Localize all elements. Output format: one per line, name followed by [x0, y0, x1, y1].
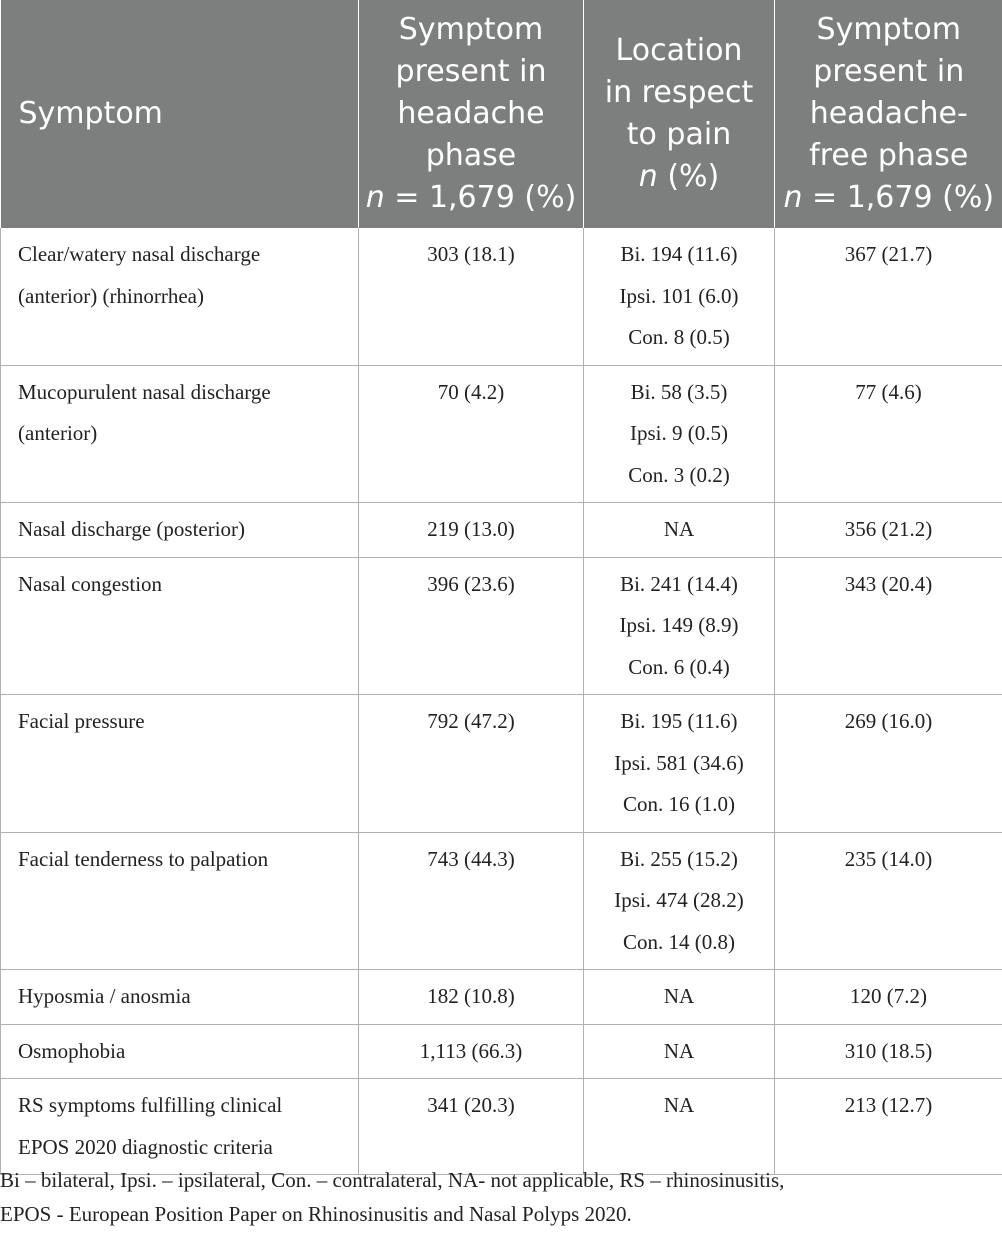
symptom-line: Nasal congestion [18, 571, 163, 596]
header-line: Symptom [816, 12, 961, 47]
table-body [1, 228, 1002, 1175]
header-line: present in [395, 54, 547, 89]
cell-headache-free-phase [775, 557, 1002, 695]
footnote-line: EPOS - European Position Paper on Rhinosinusitis and Nasal Polyps 2020. [0, 1202, 632, 1226]
location-line: Con. 6 (0.4) [628, 654, 730, 679]
table-row [1, 1024, 1002, 1079]
headache-value: 219 (13.0) [427, 517, 515, 541]
location-line: Bi. 241 (14.4) [620, 571, 738, 596]
cell-headache-phase [359, 228, 584, 365]
header-line: to pain [626, 117, 732, 152]
symptom-line: (anterior) (rhinorrhea) [18, 283, 204, 308]
symptom-line: Osmophobia [18, 1038, 126, 1063]
headache-free-value: 213 (12.7) [844, 1093, 933, 1117]
location-line: Ipsi. 581 (34.6) [614, 750, 744, 775]
symptom-line: Nasal discharge (posterior) [18, 517, 246, 541]
location-line: Con. 14 (0.8) [623, 929, 735, 954]
footnote-line: Bi – bilateral, Ipsi. – ipsilateral, Con. – contralateral, NA- not applicable, RS – rhinosinusitis, [0, 1168, 785, 1192]
headache-free-value: 269 (16.0) [844, 709, 933, 733]
headache-free-value: 310 (18.5) [844, 1038, 933, 1063]
cell-headache-phase [359, 1079, 584, 1175]
cell-symptom [1, 695, 359, 833]
header-symptom: Symptom [1, 0, 359, 228]
header-line: phase [425, 138, 517, 173]
location-line: Con. 3 (0.2) [628, 462, 730, 487]
headache-free-value: 356 (21.2) [844, 517, 933, 541]
header-line: free phase [809, 138, 969, 173]
cell-headache-free-phase [775, 228, 1002, 365]
table-row [1, 557, 1002, 695]
cell-location [584, 695, 775, 833]
cell-location [584, 365, 775, 503]
header-headache-phase [359, 0, 584, 228]
cell-headache-phase [359, 1024, 584, 1079]
symptom-line: Facial pressure [18, 709, 145, 733]
header-location [584, 0, 775, 228]
location-line: Con. 16 (1.0) [623, 792, 735, 816]
n-letter: n [783, 180, 803, 215]
table-row [1, 1079, 1002, 1175]
headache-free-value: 120 (7.2) [850, 984, 927, 1008]
headache-value: 182 (10.8) [427, 984, 515, 1008]
cell-headache-free-phase [775, 1024, 1002, 1079]
cell-headache-phase [359, 365, 584, 503]
cell-headache-phase [359, 695, 584, 833]
cell-location [584, 503, 775, 558]
headache-free-value: 343 (20.4) [844, 571, 933, 596]
cell-symptom [1, 557, 359, 695]
cell-headache-free-phase [775, 1079, 1002, 1175]
table-row [1, 832, 1002, 970]
cell-headache-phase [359, 832, 584, 970]
symptom-line: RS symptoms fulfilling clinical [18, 1093, 283, 1117]
location-line: Ipsi. 9 (0.5) [630, 421, 728, 445]
headache-value: 792 (47.2) [427, 709, 515, 733]
location-line: Bi. 58 (3.5) [630, 379, 728, 404]
symptom-line: EPOS 2020 diagnostic criteria [18, 1134, 273, 1159]
headache-value: 396 (23.6) [427, 571, 515, 596]
symptom-line: Clear/watery nasal discharge [18, 242, 261, 266]
location-line: Ipsi. 149 (8.9) [619, 613, 739, 637]
symptom-line: Facial tenderness to palpation [18, 846, 269, 871]
cell-symptom [1, 228, 359, 365]
location-line: NA [663, 517, 695, 541]
symptom-line: Hyposmia / anosmia [18, 984, 191, 1008]
headache-free-value: 235 (14.0) [844, 846, 933, 871]
table-row [1, 970, 1002, 1025]
table-row [1, 695, 1002, 833]
cell-headache-phase [359, 970, 584, 1025]
cell-symptom [1, 365, 359, 503]
cell-location [584, 228, 775, 365]
location-line: Bi. 195 (11.6) [620, 709, 738, 733]
table-header-row [1, 0, 1002, 228]
cell-symptom [1, 970, 359, 1025]
header-line: headache- [809, 96, 968, 131]
cell-headache-free-phase [775, 970, 1002, 1025]
header-n-line [584, 156, 774, 198]
location-line: NA [663, 984, 695, 1008]
cell-location [584, 1079, 775, 1175]
header-n-value: = 1,679 (%) [394, 180, 577, 215]
cell-location [584, 832, 775, 970]
location-line: Ipsi. 474 (28.2) [614, 888, 744, 912]
cell-symptom [1, 832, 359, 970]
header-line: Symptom [398, 12, 544, 47]
cell-location [584, 1024, 775, 1079]
header-headache-free-phase [775, 0, 1002, 228]
location-line: NA [663, 1093, 695, 1117]
location-line: Ipsi. 101 (6.0) [619, 283, 739, 308]
cell-symptom [1, 1024, 359, 1079]
n-letter: n [638, 159, 658, 194]
cell-headache-free-phase [775, 365, 1002, 503]
table-row [1, 503, 1002, 558]
headache-value: 70 (4.2) [437, 379, 505, 404]
location-line: Bi. 194 (11.6) [620, 242, 738, 266]
header-n-line [359, 177, 583, 219]
header-line: headache [397, 96, 545, 131]
header-line: in respect [604, 75, 754, 110]
cell-headache-free-phase [775, 503, 1002, 558]
headache-value: 743 (44.3) [427, 846, 515, 871]
headache-free-value: 77 (4.6) [855, 379, 922, 404]
cell-location [584, 557, 775, 695]
location-line: Bi. 255 (15.2) [620, 846, 738, 871]
n-letter: n [365, 180, 385, 215]
header-line: present in [813, 54, 965, 89]
cell-headache-free-phase [775, 695, 1002, 833]
headache-value: 1,113 (66.3) [419, 1038, 523, 1063]
cell-headache-phase [359, 557, 584, 695]
headache-free-value: 367 (21.7) [844, 242, 933, 266]
header-n-value: = 1,679 (%) [812, 180, 995, 215]
header-n-line [775, 177, 1002, 219]
headache-value: 341 (20.3) [427, 1093, 515, 1117]
table-row [1, 228, 1002, 365]
cell-location [584, 970, 775, 1025]
cell-symptom [1, 503, 359, 558]
location-line: NA [663, 1038, 695, 1063]
cell-symptom [1, 1079, 359, 1175]
table-footnote [0, 1163, 1002, 1231]
headache-value: 303 (18.1) [427, 242, 515, 266]
header-n-value: (%) [667, 159, 720, 194]
header-line: Location [615, 33, 743, 68]
cell-headache-free-phase [775, 832, 1002, 970]
symptom-line: Mucopurulent nasal discharge [18, 379, 271, 404]
cell-headache-phase [359, 503, 584, 558]
location-line: Con. 8 (0.5) [628, 325, 730, 349]
table-row [1, 365, 1002, 503]
symptom-line: (anterior) [18, 421, 98, 445]
